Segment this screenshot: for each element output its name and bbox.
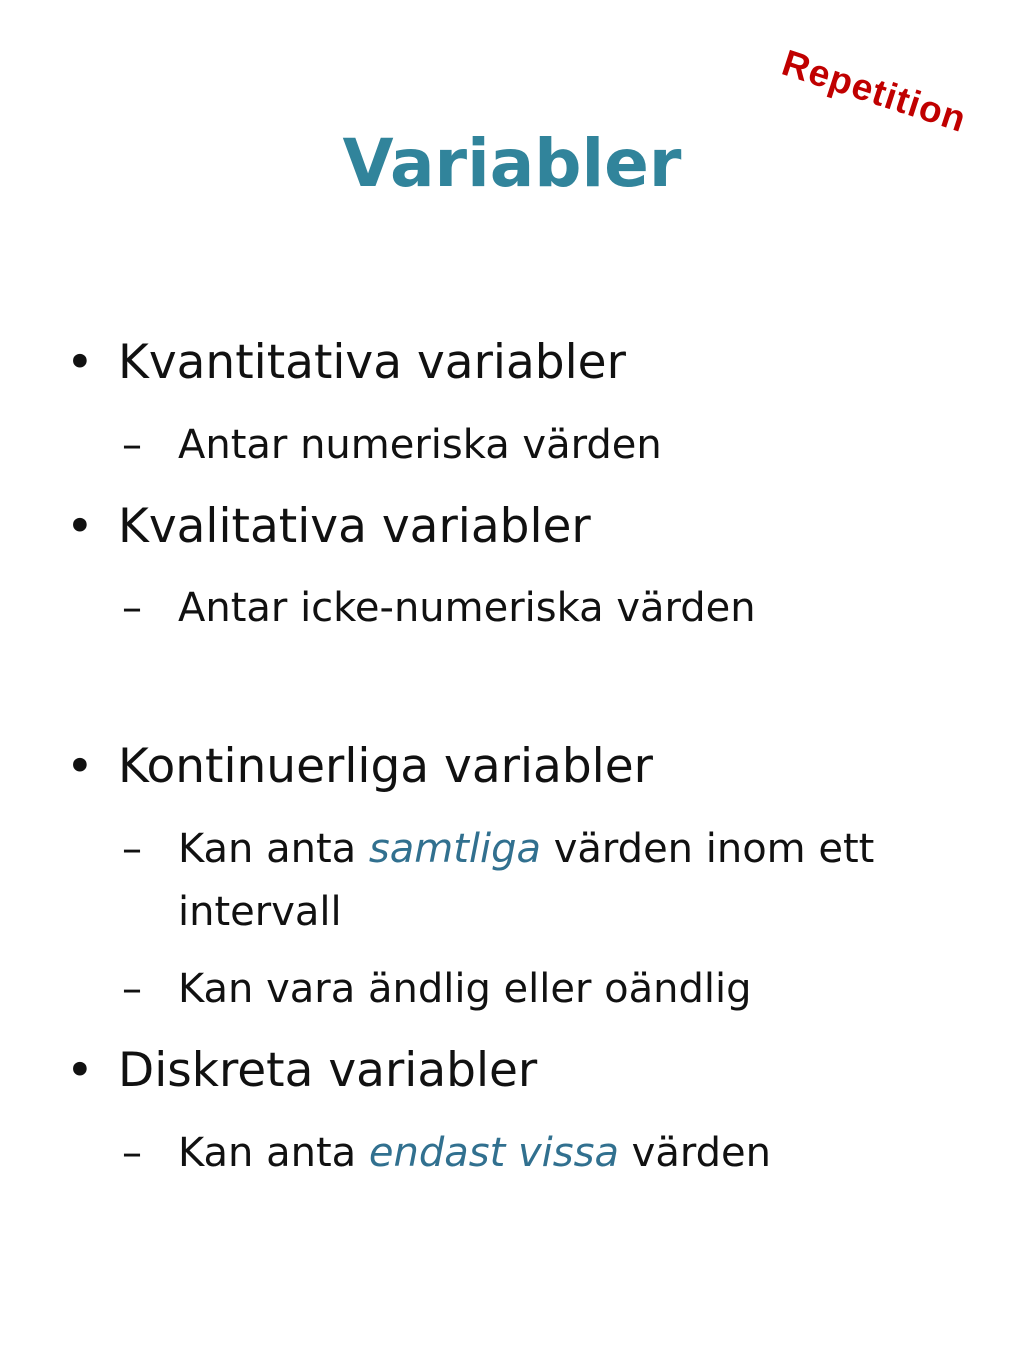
sub-item-samtliga: [122, 818, 875, 880]
repetition-stamp: Repetition: [777, 42, 972, 140]
bullet-icon: •: [66, 499, 94, 554]
dash-icon: –: [122, 585, 142, 631]
sub-item-continuation: [178, 881, 342, 943]
emphasis-text: endast vissa: [368, 1130, 619, 1176]
bullet-item-diskreta: [66, 1042, 538, 1100]
sub-item-text-pre: Kan anta: [178, 1130, 369, 1176]
sub-item-andlig: [122, 958, 752, 1020]
sub-item-text: Antar icke-numeriska värden: [178, 585, 756, 631]
sub-item-icke-numeriska: [122, 577, 756, 639]
bullet-item-kontinuerliga: [66, 738, 653, 796]
bullet-icon: •: [66, 335, 94, 390]
sub-item-text-post: värden inom ett: [541, 826, 875, 872]
slide-title: Variabler: [342, 125, 682, 202]
sub-item-text-post: värden: [618, 1130, 771, 1176]
bullet-text: Kvalitativa variabler: [118, 499, 591, 554]
sub-item-numeriska: [122, 414, 662, 476]
bullet-text: Kontinuerliga variabler: [118, 739, 653, 794]
emphasis-text: samtliga: [368, 826, 542, 872]
dash-icon: –: [122, 422, 142, 468]
dash-icon: –: [122, 1130, 142, 1176]
sub-item-endast-vissa: [122, 1122, 771, 1184]
bullet-icon: •: [66, 739, 94, 794]
sub-item-text-pre: Kan anta: [178, 826, 369, 872]
bullet-icon: •: [66, 1043, 94, 1098]
sub-item-text: intervall: [178, 889, 342, 935]
bullet-text: Kvantitativa variabler: [118, 335, 626, 390]
dash-icon: –: [122, 966, 142, 1012]
bullet-item-kvantitativa: [66, 334, 626, 392]
dash-icon: –: [122, 826, 142, 872]
bullet-item-kvalitativa: [66, 498, 591, 556]
sub-item-text: Antar numeriska värden: [178, 422, 662, 468]
bullet-text: Diskreta variabler: [118, 1043, 538, 1098]
sub-item-text: Kan vara ändlig eller oändlig: [178, 966, 752, 1012]
